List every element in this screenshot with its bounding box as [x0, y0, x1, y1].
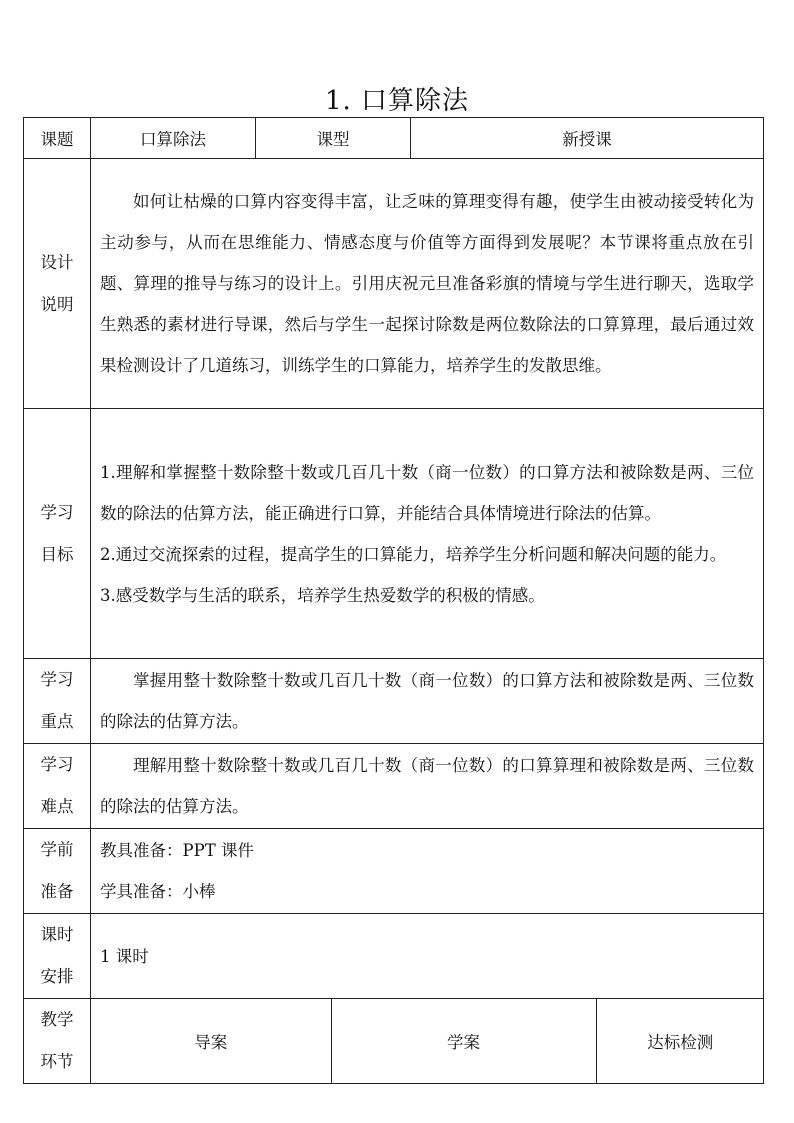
guide-column-header: 导案	[194, 1033, 228, 1052]
process-label-line: 教学	[40, 1010, 74, 1029]
topic-value: 口算除法	[91, 118, 256, 159]
design-label	[24, 159, 91, 409]
study-column-header: 学案	[331, 999, 596, 1083]
difficulties-row	[24, 744, 764, 829]
topic-label: 课题	[24, 118, 91, 159]
preparation-label-line: 准备	[40, 882, 74, 901]
difficulties-label-line: 难点	[40, 797, 74, 816]
key-points-text: 掌握用整十数除整十数或几百几十数（商一位数）的口算方法和被除数是两、三位数的除法的估算方法。	[91, 659, 764, 744]
process-label-line: 环节	[40, 1052, 74, 1071]
schedule-label	[24, 914, 91, 999]
process-columns	[91, 999, 764, 1084]
difficulties-label	[24, 744, 91, 829]
goal-item: 3.感受数学与生活的联系，培养学生热爱数学的积极的情感。	[100, 585, 545, 605]
goals-label-line: 学习	[40, 502, 74, 522]
design-row	[24, 159, 764, 409]
goal-item: 2.通过交流探索的过程，提高学生的口算能力，培养学生分析问题和解决问题的能力。	[100, 544, 727, 564]
difficulties-text: 理解用整十数除整十数或几百几十数（商一位数）的口算算理和被除数是两、三位数的除法的估算方法。	[91, 744, 764, 829]
page-title: 1. 口算除法	[324, 86, 470, 116]
preparation-label	[24, 829, 91, 914]
schedule-label-line: 课时	[40, 925, 74, 944]
preparation-row	[24, 829, 764, 914]
design-label-line: 设计	[40, 252, 74, 272]
teacher-prep: 教具准备：PPT 课件	[100, 841, 254, 860]
goals-label	[24, 409, 91, 659]
process-inner-table	[91, 999, 764, 1083]
type-value: 新授课	[411, 118, 764, 159]
key-points-label-line: 学习	[40, 670, 74, 689]
student-prep: 学具准备：小棒	[100, 882, 216, 901]
lesson-plan-table	[23, 117, 764, 1084]
schedule-row	[24, 914, 764, 999]
goals-label-line: 目标	[40, 544, 74, 564]
difficulties-label-line: 学习	[40, 755, 74, 774]
process-label	[24, 999, 91, 1084]
key-points-label	[24, 659, 91, 744]
header-row	[24, 118, 764, 159]
key-points-label-line: 重点	[40, 712, 74, 731]
preparation-label-line: 学前	[40, 840, 74, 859]
goal-item: 1.理解和掌握整十数除整十数或几百几十数（商一位数）的口算方法和被除数是两、三位数的除法的估算方法，能正确进行口算，并能结合具体情境进行除法的估算。	[100, 462, 754, 523]
schedule-text: 1 课时	[91, 914, 764, 999]
design-label-line: 说明	[40, 294, 74, 314]
process-row	[24, 999, 764, 1084]
assessment-column-header: 达标检测	[596, 999, 764, 1083]
goals-list	[91, 409, 764, 659]
design-text: 如何让枯燥的口算内容变得丰富，让乏味的算理变得有趣，使学生由被动接受转化为主动参与，从而在思维能力、情感态度与价值等方面得到发展呢？本节课将重点放在引题、算理的推导与练习的设计上。引用庆祝元旦准备彩旗的情境与学生进行聊天，选取学生熟悉的素材进行导课，然后与学生一起探讨除数是两位数除法的口算算理，最后通过效果检测设计了几道练习，训练学生的口算能力，培养学生的发散思维。	[91, 159, 764, 409]
type-label: 课型	[256, 118, 411, 159]
key-points-row	[24, 659, 764, 744]
preparation-text	[91, 829, 764, 914]
schedule-label-line: 安排	[40, 967, 74, 986]
goals-row	[24, 409, 764, 659]
